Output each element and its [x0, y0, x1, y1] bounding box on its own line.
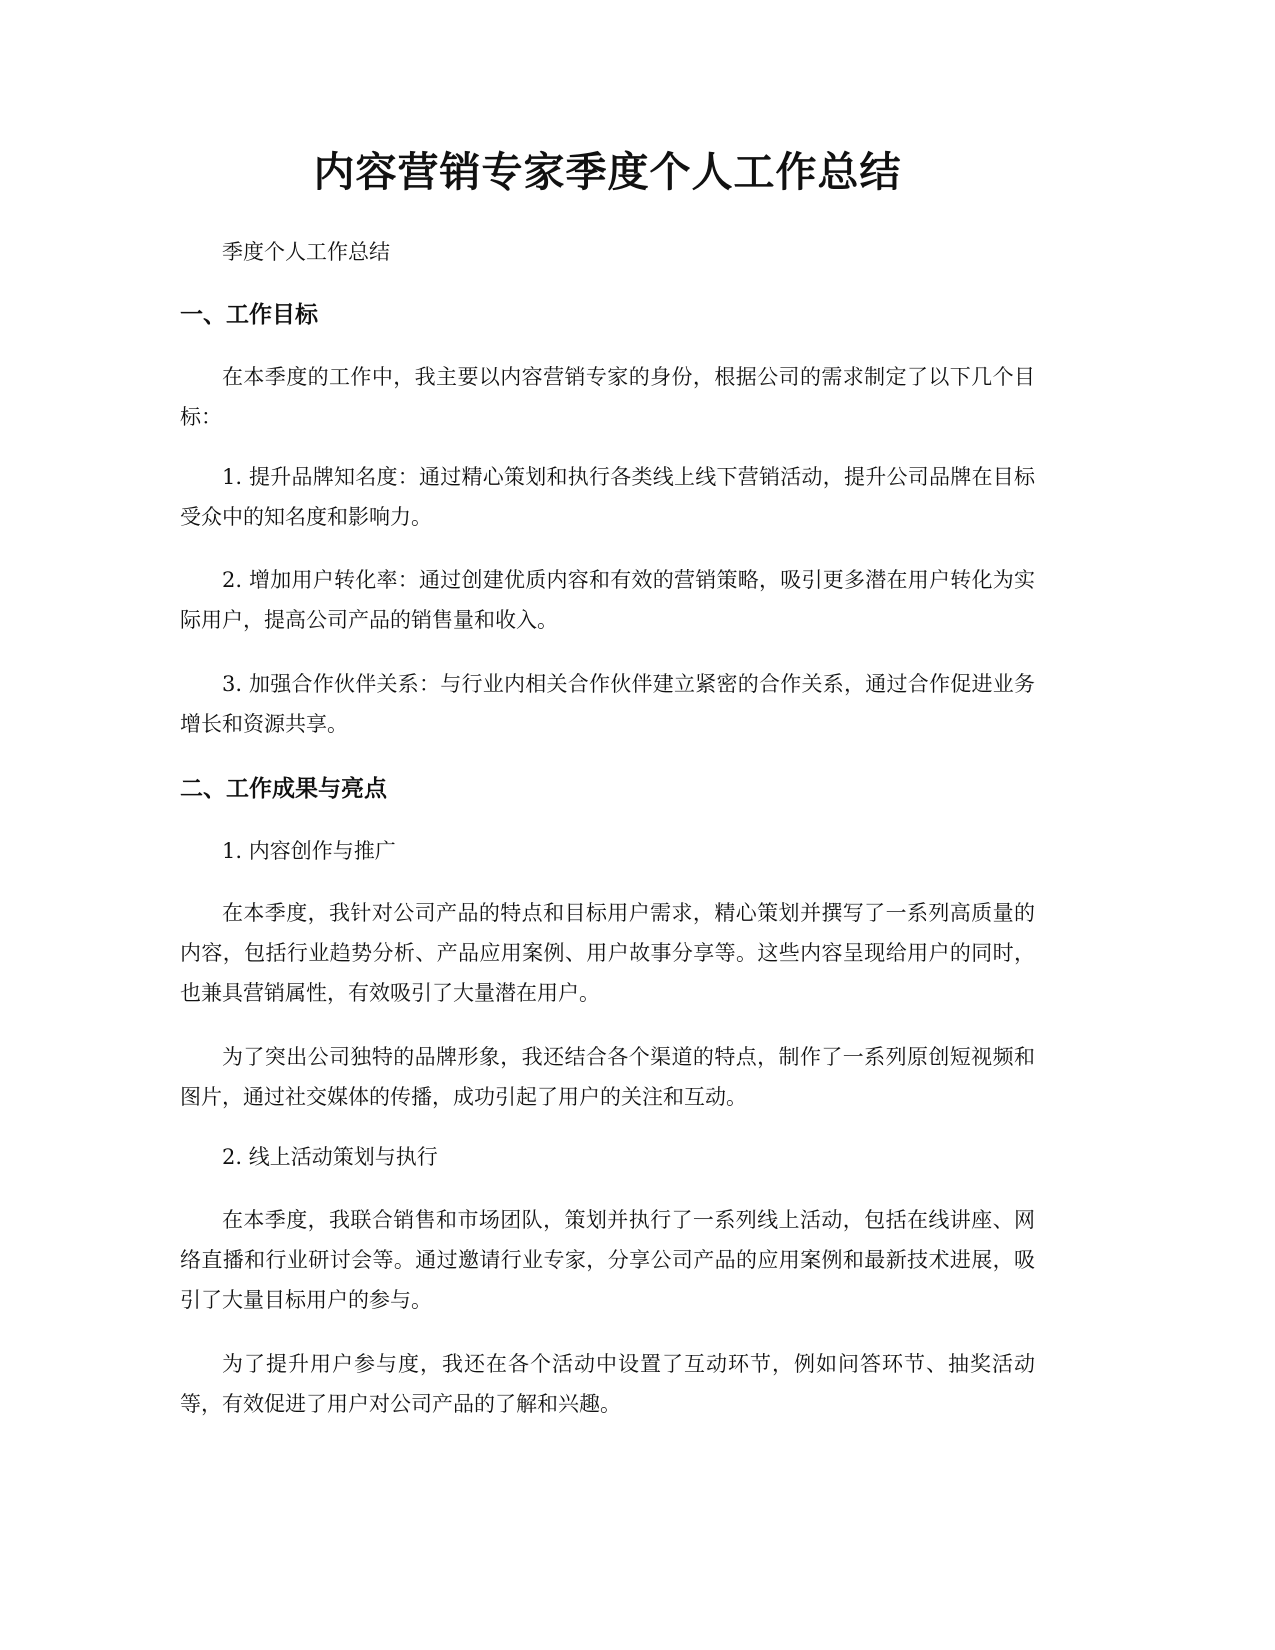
paragraph: 1. 提升品牌知名度：通过精心策划和执行各类线上线下营销活动，提升公司品牌在目标受众中的知名度和影响力。 [180, 465, 1035, 529]
paragraph: 1. 内容创作与推广 [222, 839, 396, 863]
paragraph: 在本季度的工作中，我主要以内容营销专家的身份，根据公司的需求制定了以下几个目标： [180, 365, 1035, 429]
section-heading-results: 二、工作成果与亮点 [180, 776, 387, 802]
paragraph: 在本季度，我针对公司产品的特点和目标用户需求，精心策划并撰写了一系列高质量的内容，包括行业趋势分析、产品应用案例、用户故事分享等。这些内容呈现给用户的同时，也兼具营销属性，有效吸引了大量潜在用户。 [180, 901, 1035, 1005]
paragraph: 2. 增加用户转化率：通过创建优质内容和有效的营销策略，吸引更多潜在用户转化为实际用户，提高公司产品的销售量和收入。 [180, 568, 1035, 632]
paragraph: 3. 加强合作伙伴关系：与行业内相关合作伙伴建立紧密的合作关系，通过合作促进业务增长和资源共享。 [180, 672, 1035, 736]
document-subtitle: 季度个人工作总结 [222, 240, 390, 264]
paragraph: 为了突出公司独特的品牌形象，我还结合各个渠道的特点，制作了一系列原创短视频和图片，通过社交媒体的传播，成功引起了用户的关注和互动。 [180, 1045, 1035, 1109]
page-title: 内容营销专家季度个人工作总结 [313, 148, 902, 196]
paragraph: 在本季度，我联合销售和市场团队，策划并执行了一系列线上活动，包括在线讲座、网络直播和行业研讨会等。通过邀请行业专家，分享公司产品的应用案例和最新技术进展，吸引了大量目标用户的参与。 [180, 1208, 1035, 1312]
paragraph: 2. 线上活动策划与执行 [222, 1145, 438, 1169]
section-heading-goals: 一、工作目标 [180, 302, 318, 328]
paragraph: 为了提升用户参与度，我还在各个活动中设置了互动环节，例如问答环节、抽奖活动等，有效促进了用户对公司产品的了解和兴趣。 [180, 1352, 1035, 1416]
